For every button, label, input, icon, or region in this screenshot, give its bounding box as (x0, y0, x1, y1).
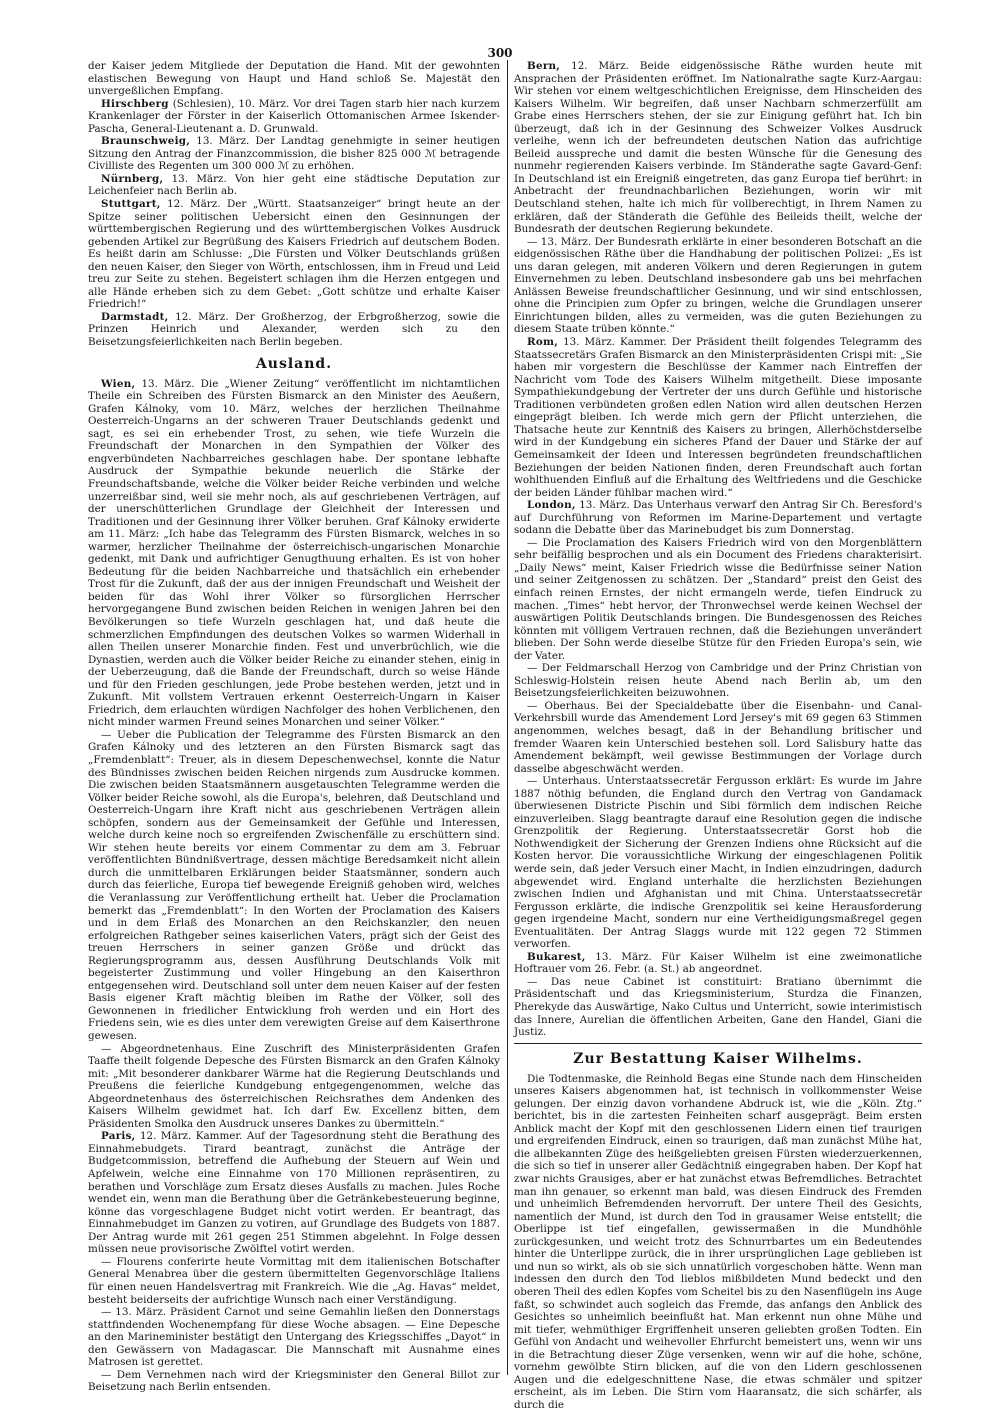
article-paragraph (514, 499, 922, 537)
left-column (88, 60, 500, 1394)
section-heading-bestattung: Zur Bestattung Kaiser Wilhelms. (573, 1050, 863, 1067)
article-text: 13. März. Die „Wiener Zeitung“ veröffentlicht im nichtamtlichen Theile ein Schreiben des Fürsten Bismarck an den Minister des Aeußern, Grafen Kálnoky, vom 10. März, welches der herzlichen Theilnahme Oesterreich-Ungarns an der schweren Trauer Deutschlands gedenkt und sagt, es sei ein erhebender Trost, zu sehen, wie tiefe Wurzeln die Freundschaft der Monarchen in den Sympathien der Völker des engverbündeten Nachbarreiches geschlagen habe. Der spontane lebhafte Ausdruck der Sympathie bekunde neuerlich die Stärke der Freundschaftsbande, welche die Völker beider Reiche verbinden und welche unzerreißbar sind, weil sie mehr noch, als auf geschriebenen Verträgen, auf der unerschütterlichen Grundlage der Gleichheit der Interessen und Traditionen und der Gesinnung ihrer Völker beruhen. Graf Kálnoky erwiderte am 11. März: „Ich habe das Telegramm des Fürsten Bismarck, welches in so warmer, herzlicher Theilnahme der österreichisch-ungarischen Monarchie gedenkt, mit Dank und aufrichtiger Genugthuung erhalten. Es ist von hoher Bedeutung für die beiden Nachbarreiche und thatsächlich ein erhebender Trost für die Zukunft, daß der aus der innigen Freundschaft und Weisheit der beiden für das Wohl ihrer Völker so fürsorglichen Herrscher hervorgegangene Bund zwischen beiden Reichen in wenigen Jahren bei den Bevölkerungen so tiefe Wurzeln geschlagen hat, und daß heute die schmerzlichen Empfindungen des deutschen Volkes so warmen Widerhall in allen Theilen unserer Monarchie finden. Fest und unverbrüchlich, wie die Dynastien, werden auch die Völker beider Reiche zu einander stehen, einig in der Ueberzeugung, daß die Bande der Freundschaft, durch so weise Hände und für den Frieden geschlungen, jede Probe bestehen werden, jetzt und in Zukunft. Mit vollstem Vertrauen erkennt Oesterreich-Ungarn in Kaiser Friedrich, dem erlauchten würdigen Nachfolger des hohen Verblichenen, den nicht minder warmen Freund seines Monarchen und seiner Völker.“ (88, 377, 500, 729)
article-paragraph: Die Todtenmaske, die Reinhold Begas eine Stunde nach dem Hinscheiden unseres Kaisers abgenommen hat, ist technisch in vollkommenster Weise gelungen. Der einzig davon vorhandene Abdruck ist, wie die „Köln. Ztg.“ berichtet, bis in die zartesten Feinheiten scharf ausgeprägt. Beim ersten Anblick macht der Kopf mit den geschlossenen Lidern einen tief traurigen und ergreifenden Eindruck, einen so traurigen, daß man zunächst Mühe hat, die allbekannten Züge des heißgeliebten greisen Fürsten wiederzuerkennen, die sich so tief in unserer aller Gedächtniß eingegraben haben. Der Kopf hat zwar nichts Grausiges, aber er hat zunächst etwas Befremdliches. Betrachtet man ihn genauer, so erkennt man bald, was diesen Eindruck des Fremden und unheimlich Befremdenden hervorruft. Der untere Theil des Gesichts, namentlich der Mund, ist durch den Tod in grausamer Weise entstellt; die Oberlippe ist tief eingefallen, gewissermaßen in die Mundhöhle zurückgesunken, und weicht trotz des Schnurrbartes um ein Bedeutendes hinter die Unterlippe zurück, die in ihrer ursprünglichen Lage geblieben ist und nun so wirkt, als ob sie sich unnatürlich vorgeschoben hätte. Wenn man indessen den durch den Tod lieblos mißbildeten Mund bedeckt und den oberen Theil des edlen Kopfes vom Scheitel bis zu den Nasenflügeln ins Auge faßt, so schwindet auch sogleich das Fremde, das anfangs den Anblick des Gesichtes so unheimlich beeinflußt hat. Man erkennt nun ohne Mühe und mit tiefer, wehmüthiger Ergriffenheit unseren geliebten großen Todten. Ein Gefühl von Andacht und weihevoller Ehrfurcht bemeistert uns, wenn wir uns in die Betrachtung dieser Züge versenken, wenn wir auf die hohe, schöne, vornehm gewölbte Stirn blicken, auf die von den Lidern geschlossenen Augen und die edelgeschnittene Nase, die etwas schmäler und spitzer erscheint, als im Leben. Die Stirn vom Haaransatz, die sich schärfer, als durch die (514, 1072, 922, 1411)
article-paragraph: — Die Proclamation des Kaisers Friedrich wird von den Morgenblättern sehr beifällig besprochen und als ein Document des Friedens charakterisirt. „Daily News“ meint, Kaiser Friedrich wisse die Bedürfnisse seiner Nation und seiner Zeitgenossen zu schätzen. Der „Standard“ preist den Geist des einfach reinen Ernstes, der nicht ermangeln werde, tiefen Eindruck zu machen. „Times“ hebt hervor, der Thronwechsel werde keinen Wechsel der auswärtigen Politik Deutschlands bringen. Die Bundesgenossen des Reiches könnten mit völligem Vertrauen rechnen, daß die Beziehungen unverändert blieben. Der Sohn werde dieselbe Stütze für den Frieden Europa's sein, wie der Vater. (514, 536, 922, 662)
article-text: 13. März. Der Landtag genehmigte in seiner heutigen Sitzung den Antrag der Finanzcommission, die bisher 825 000 ℳ betragende Civilliste des Regenten um 300 000 ℳ zu erhöhen. (88, 135, 500, 173)
article-paragraph: — Ueber die Publication der Telegramme des Fürsten Bismarck an den Grafen Kálnoky und des letzteren an den Fürsten Bismarck sagt das „Fremdenblatt“: Treuer, als in diesem Depeschenwechsel, konnte die Natur des Bündnisses zwischen beiden Reichen nirgends zum Ausdrucke kommen. Die zwischen beiden Staatsmännern ausgetauschten Telegramme werden die Völker beider Reiche sowohl, als die Europa's, belehren, daß Deutschland und Oesterreich-Ungarn ihre Kraft nicht aus geschriebenen Verträgen allein schöpfen, sondern aus der Gemeinsamkeit der Gefühle und Interessen, welche durch keine noch so ergreifenden Zwischenfälle zu erschüttern sind. Wir stehen heute bereits vor einem Commentar zu dem am 3. Februar veröffentlichten Bündnißvertrage, dessen mächtige Beredsamkeit nicht allein durch die unmittelbaren Erklärungen beider Staatsmänner, sondern auch durch das feierliche, Europa tief bewegende Ereigniß gehoben wird, welches die Veranlassung zur Veröffentlichung ertheilt hat. Ueber die Proclamation bemerkt das „Fremdenblatt“: In den Worten der Proclamation des Kaisers und in dem Erlaß des Monarchen an den Reichskanzler, den neuen erfolgreichen Rathgeber seines kaiserlichen Vaters, prägt sich der Geist des treuen Herrschers in seiner ganzen Größe und drückt das Regierungsprogramm aus, dessen Ausführung Deutschlands Volk mit begeisterter Zustimmung und voller Hingebung an den Kaiserthron entgegensehen wird. Deutschland soll unter dem neuen Kaiser auf der festen Basis eigener Kraft mächtig bleiben im Rathe der Völker, soll des Gewonnenen in friedlicher Entwicklung froh werden und ein Hort des Friedens sein, wie es dies unter dem verewigten Greise auf dem Kaiserthrone gewesen. (88, 728, 500, 1043)
article-paragraph (514, 336, 922, 499)
article-paragraph: — 13. März. Präsident Carnot und seine Gemahlin ließen den Donnerstags stattfindenden Wochenempfang für diese Woche absagen. — Eine Depesche an den Marineminister bestätigt den Untergang des Kriegsschiffes „Dayot“ in den Gewässern von Madagascar. Die Mannschaft mit Ausnahme eines Matrosen ist gerettet. (88, 1306, 500, 1369)
article-paragraph: — Flourens conferirte heute Vormittag mit dem italienischen Botschafter General Menabrea über die gestern übermittelten Gegenvorschläge Italiens für einen neuen Handelsvertrag mit Frankreich. Wie die „Ag. Havas“ meldet, besteht beiderseits der aufrichtige Wunsch nach einer Verständigung. (88, 1255, 500, 1306)
article-paragraph (88, 378, 500, 729)
article-text: 13. März. Von hier geht eine städtische Deputation zur Leichenfeier nach Berlin ab. (88, 172, 500, 198)
article-text: 12. März. Der „Württ. Staatsanzeiger“ bringt heute an der Spitze seiner politischen Uebersicht einen den Gesinnungen der württembergischen Regierung und des württembergischen Volkes Ausdruck gebenden Artikel zur Begrüßung des Kaisers Friedrich auf deutschem Boden. Es heißt darin am Schlusse: „Die Fürsten und Völker Deutschlands grüßen den neuen Kaiser, den Sieger von Wörth, entschlossen, ihm in Freud und Leid treu zur Seite zu stehen. Begeistert schlagen ihm die Herzen entgegen und alle Hände erheben sich zu dem Gebet: „Gott schütze und erhalte Kaiser Friedrich!“ (88, 198, 500, 311)
section-heading-ausland: Ausland. (255, 355, 333, 372)
article-paragraph (514, 951, 922, 976)
article-text: 13. März. Kammer. Der Präsident theilt folgendes Telegramm des Staatssecretärs Grafen Bismarck an den Ministerpräsidenten Crispi mit: „Sie haben mir vorgestern die Beschlüsse der Kammer nach Eintreffen der Nachricht vom Tode des Kaisers Wilhelm mitgetheilt. Diese imposante Sympathiekundgebung der Vertreter der uns durch Gefühle und historische Traditionen verbündeten großen edlen Nation wird allen deutschen Herzen eingeprägt bleiben. Ich werde mich gern der Pflicht unterziehen, die Thatsache heute zur Kenntniß des Kaisers zu bringen, Allerhöchstderselbe wird in der Kundgebung ein sicheres Pfand der Dauer und Stärke der auf Gemeinsamkeit der Ideen und Interessen begründeten freundschaftlichen Beziehungen der beiden Nationen finden, deren Freundschaft auch fortan wohlthuenden Einfluß auf die Erhaltung des Weltfriedens und die Geschicke der beiden Länder fühlbar machen wird.“ (514, 336, 922, 499)
article-text: 13. März. Für Kaiser Wilhelm ist eine zweimonatliche Hoftrauer vom 26. Febr. (a. St.) ab angeordnet. (514, 950, 922, 976)
column-divider (507, 60, 508, 1375)
article-paragraph (514, 60, 922, 236)
article-paragraph (88, 173, 500, 198)
article-paragraph: — Oberhaus. Bei der Specialdebatte über die Eisenbahn- und Canal-Verkehrsbill wurde das Amendement Lord Jersey's mit 69 gegen 63 Stimmen angenommen, welches besagt, daß in der Behandlung britischer und fremder Waaren kein Unterschied bestehen soll. Lord Salisbury hatte das Amendement bekämpft, weil gewisse Bestimmungen der Vorlage durch dasselbe abgeschwächt werden. (514, 699, 922, 775)
article-text: 12. März. Der Großherzog, der Erbgroßherzog, sowie die Prinzen Heinrich und Alexander, werden sich zu den Beisetzungsfeierlichkeiten nach Berlin begeben. (88, 310, 500, 349)
dateline-place: Nürnberg, (101, 172, 164, 185)
article-paragraph: — Der Feldmarschall Herzog von Cambridge und der Prinz Christian von Schleswig-Holstein reisen heute Abend nach Berlin ab, um den Beisetzungsfeierlichkeiten beizuwohnen. (514, 662, 922, 700)
dateline-place: Darmstadt, (101, 310, 169, 323)
dateline-place: Wien, (101, 377, 136, 390)
section-divider (514, 1043, 922, 1044)
dateline-place: Braunschweig, (101, 135, 191, 148)
article-text: 12. März. Kammer. Auf der Tagesordnung steht die Berathung des Einnahmebudgets. Tirard beantragt, zunächst die Anträge der Budgetcommission, betreffend die Aufhebung der Steuern auf Wein und Apfelwein, welche eine Einnahme von 170 Millionen repräsentiren, zu berathen und Vorschläge zum Ersatz dieses Ausfalls zu machen. Jules Roche wendet ein, wenn man die Berathung über die Getränkebesteuerung beginne, könne das vorgeschlagene Budget nicht votirt werden. Er beantragt, das Einnahmebudget im Ganzen zu votiren, auf Grundlage des Budgets von 1887. Der Antrag wurde mit 261 gegen 251 Stimmen abgelehnt. In Folge dessen müssen neue provisorische Zwölftel votirt werden. (88, 1130, 500, 1256)
article-paragraph (88, 198, 500, 311)
dateline-place: Bukarest, (527, 950, 586, 963)
article-paragraph (88, 311, 500, 349)
article-paragraph: — 13. März. Der Bundesrath erklärte in einer besonderen Botschaft an die eidgenössischen Räthe über die Handhabung der politischen Polizei: „Es ist uns daran gelegen, mit anderen Völkern und deren Regierungen in gutem Einvernehmen zu leben. Deutschland insbesondere gab uns bei mehrfachen Anlässen Beweise freundschaftlicher Gesinnung, und wir sind entschlossen, ohne die Principien zum Opfer zu bringen, welche die Grundlagen unserer Einrichtungen bilden, alles zu vermeiden, was die guten Beziehungen zu diesem Staate trüben könnte.“ (514, 235, 922, 336)
page-number: 300 (487, 46, 513, 60)
dateline-place: Hirschberg (101, 97, 169, 110)
article-paragraph: — Das neue Cabinet ist constituirt: Bratiano übernimmt die Präsidentschaft und das Kriegsministerium, Sturdza die Finanzen, Pherekyde das Auswärtige, Nako Cultus und Unterricht, sowie interimistisch das Innere, Aurelian die öffentlichen Arbeiten, Gane den Handel, Giani die Justiz. (514, 975, 922, 1039)
dateline-place: Bern, (527, 60, 561, 72)
article-paragraph: — Dem Vernehmen nach wird der Kriegsminister den General Billot zur Beisetzung nach Berlin entsenden. (88, 1368, 500, 1394)
article-paragraph: der Kaiser jedem Mitgliede der Deputation die Hand. Mit der gewohnten elastischen Bewegung von Haupt und Hand schloß Se. Majestät den unvergeßlichen Empfang. (88, 60, 500, 98)
article-paragraph (88, 135, 500, 173)
dateline-place: London, (527, 499, 576, 512)
dateline-place: Rom, (527, 336, 559, 349)
article-paragraph: — Unterhaus. Unterstaatssecretär Fergusson erklärt: Es wurde im Jahre 1887 nöthig befunden, die England durch den Vertrag von Gandamack überwiesenen Districte Pischin und Sibi förmlich dem indischen Reiche einzuverleiben. Slagg beantragte darauf eine Resolution gegen die indische Grenzpolitik der Regierung. Unterstaatssecretär Gorst hob die Nothwendigkeit der Sicherung der Grenzen Indiens ohne Rücksicht auf die Kosten hervor. Die voraussichtliche Wirkung der eingeschlagenen Politik werde sein, daß jeder Versuch einer Macht, in Indien einzudringen, dadurch abgewendet wird. England unterhalte die herzlichsten Beziehungen zwischen Indien und Afghanistan und mit China. Unterstaatssecretär Fergusson erklärte, die indische Grenzpolitik sei keine Herausforderung gegen irgendeine Macht, sondern nur eine Vertheidigungsmaßregel gegen Eventualitäten. Der Antrag Slaggs wurde mit 122 gegen 72 Stimmen verworfen. (514, 775, 922, 951)
article-text: 12. März. Beide eidgenössische Räthe wurden heute mit Ansprachen der Präsidenten eröffnet. Im Nationalrathe sagte Kurz-Aargau: Wir stehen vor einem weltgeschichtlichen Ereignisse, dem Hinscheiden des Kaisers Wilhelm. Wir begreifen, daß unser Nachbarn schmerzerfüllt am Grabe eines Herrschers stehen, der sie zur Einigung geführt hat. Ich bin überzeugt, daß ich in der Gesinnung des Schweizer Volkes Ausdruck verleihe, wenn ich der befreundeten deutschen Nation das aufrichtige Beileid ausspreche und damit die besten Wünsche für die Genesung des nunmehr regierenden Kaisers verbinde. Im Ständerathe sagte Gavard-Genf: In Deutschland ist ein Ereigniß eingetreten, das ganz Europa tief berührt: in Anbetracht der freundnachbarlichen Beziehungen, worin wir mit Deutschland stehen, halte ich mich für vollberechtigt, in Ihrem Namen zu erklären, daß der Ständerath die Gefühle des Beileids theilt, welche der Bundesrath der deutschen Regierung bekundete. (514, 60, 922, 236)
article-paragraph (88, 98, 500, 136)
dateline-place: Paris, (101, 1130, 136, 1143)
article-text: (Schlesien), 10. März. Vor drei Tagen starb hier nach kurzem Krankenlager der Förster in der Kaiserlich Ottomanischen Armee Iskender-Pascha, General-Lieutenant a. D. Grunwald. (88, 97, 500, 135)
dateline-place: Stuttgart, (101, 198, 161, 211)
article-paragraph (88, 1130, 500, 1255)
article-text: 13. März. Das Unterhaus verwarf den Antrag Sir Ch. Beresford's auf Durchführung von Reformen im Marine-Departement und vertagte sodann die Debatte über das Marinebudget bis zum Donnerstag. (514, 499, 922, 537)
right-column (514, 60, 922, 1411)
article-paragraph: — Abgeordnetenhaus. Eine Zuschrift des Ministerpräsidenten Grafen Taaffe theilt folgende Depesche des Fürsten Bismarck an den Grafen Kálnoky mit: „Mit besonderer dankbarer Wärme hat die Regierung Deutschlands und Preußens die feierliche Kundgebung entgegengenommen, welche das Abgeordnetenhaus des österreichischen Reichsrathes dem Andenken des Kaisers Wilhelm gewidmet hat. Ich darf Ew. Excellenz bitten, dem Präsidenten Smolka den Ausdruck unseres Dankes zu übermitteln.“ (88, 1042, 500, 1130)
